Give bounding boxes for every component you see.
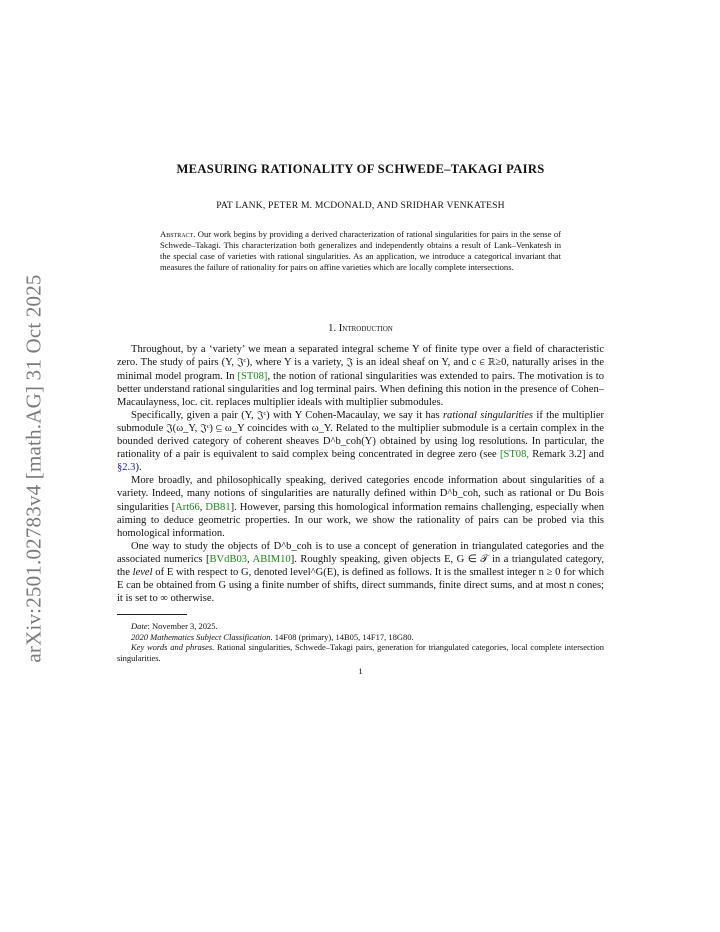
paragraph-text: if the multiplier submodule 𝔍(ω_Y, 𝔍ᶜ) ⊆ ω_Y coincides with ω_Y. Related to the multiplier submodule is a certain complex in the bounded derived category of coherent sheaves D^b_coh(Y) obtained by using log resolutions. In particular, the rationality of a pair is equivalent to said complex being concentrated in degree zero (see [117,409,605,461]
paragraph-text: ]. Roughly speaking, given objects E, G ∈ 𝒯 in a triangulated category, the [117,553,605,578]
citation-bvdb03[interactable]: BVdB03 [209,553,248,565]
citation-separator: , [247,553,253,565]
paragraph-text: Throughout, by a ‘variety’ we mean a separated integral scheme Y of finite type over a field of characteristic zero. The study of pairs (Y, 𝔍ᶜ), where Y is a variety, 𝔍 is an ideal sheaf on Y, and c ∈ ℝ≥0, naturally arises in the minimal model program. In [117,344,604,382]
footnote-label: 2020 Mathematics Subject Classification [131,631,271,642]
paragraph-4 [117,540,604,605]
section-link-2-3[interactable]: §2.3 [117,462,136,474]
citation-st08-remark[interactable]: [ST08, [499,449,529,461]
abstract [160,229,561,273]
footnote-keywords [117,642,604,663]
paragraph-text: Remark 3.2] and [532,449,605,461]
section-number: 1. [328,323,337,335]
footnote-rule [117,614,187,615]
paragraph-2 [117,409,604,474]
paper-authors: PAT LANK, PETER M. MCDONALD, AND SRIDHAR VENKATESH [216,200,505,211]
footnote-label: Date [131,621,148,632]
citation-st08[interactable]: [ST08] [237,370,268,382]
emphasis-rational-singularities: rational singularities [442,409,534,421]
citation-separator: , [199,501,206,513]
footnotes [117,621,604,663]
emphasis-level: level [132,566,153,578]
paragraph-text: More broadly, and philosophically speaking, derived categories encode information about singularities of a variety. Indeed, many notions of singularities are naturally defined within D^b_coh, such as rational or Du Bois singularities [ [117,475,604,513]
footnote-value: . Rational singularities, Schwede–Takagi pairs, generation for triangulated categories, local complete intersection singularities. [117,642,604,664]
arxiv-identifier: arXiv:2501.02783v4 [math.AG] 31 Oct 2025 [21,273,46,663]
section-heading [117,323,604,334]
paragraph-text: , the notion of rational singularities was extended to pairs. The motivation is to better understand rational singularities and log terminal pairs. When defining this notion in the presence of Cohen–Macaulayness, loc. cit. replaces multiplier ideals with multiplier submodules. [117,370,605,408]
arxiv-sidebar-stamp [10,248,58,688]
abstract-text: Our work begins by providing a derived characterization of rational singularities for pairs in the sense of Schwede–Takagi. This characterization both generalizes and independently obtains a result of Lank–Venkatesh in the special case of varieties with rational singularities. As an application, we introduce a categorical invariant that measures the failure of rationality for pairs on affine varieties which are locally complete intersections. [160,229,561,273]
paragraph-text: Specifically, given a pair (Y, 𝔍ᶜ) with Y Cohen-Macaulay, we say it has [131,409,440,421]
paragraph-3 [117,474,604,539]
page-number: 1 [358,665,363,676]
footnote-date [117,621,604,632]
section-title: Introduction [338,323,393,335]
footnote-label: Key words and phrases [131,642,213,653]
abstract-label: Abstract. [160,229,196,239]
paragraph-text: ). [135,462,142,474]
citation-abim10[interactable]: ABIM10 [252,553,291,565]
footnote-value: : November 3, 2025. [147,621,218,632]
paragraph-1 [117,343,604,408]
citation-db81[interactable]: DB81 [205,501,231,513]
citation-art66[interactable]: Art66 [175,501,200,513]
paragraph-text: ]. However, parsing this homological information remains challenging, especially when aiming to deduce geometric properties. In our work, we show the rationality of pairs can be probed via this homological information. [117,501,604,539]
footnote-value: . 14F08 (primary), 14B05, 14F17, 18G80. [270,631,414,642]
paragraph-text: of E with respect to G, denoted level^G(E), is defined as follows. It is the smallest integer n ≥ 0 for which E can be obtained from G using a finite number of shifts, direct summands, finite direct sums, and at most n cones; it is set to ∞ otherwise. [117,566,605,605]
paper-page [117,158,604,676]
section-body [117,343,604,605]
footnote-msc [117,632,604,643]
paragraph-text: One way to study the objects of D^b_coh is to use a concept of generation in triangulated categories and the associated numerics [ [117,540,604,565]
paper-title: MEASURING RATIONALITY OF SCHWEDE–TAKAGI PAIRS [176,162,545,176]
